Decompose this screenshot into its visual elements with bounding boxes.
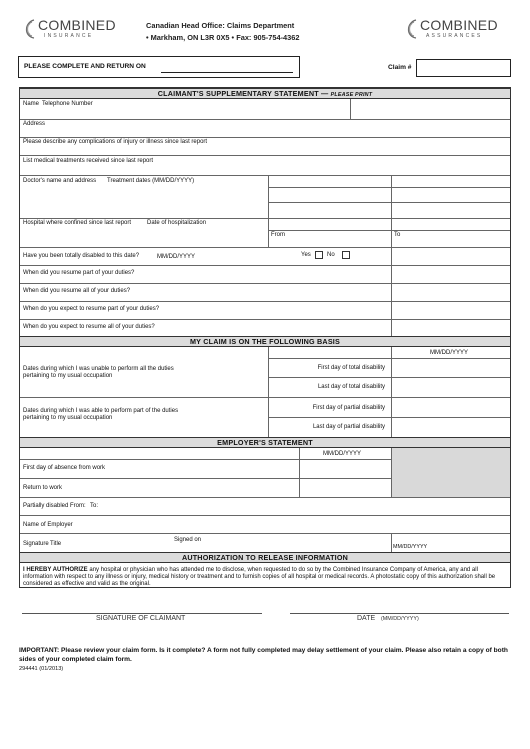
claimant-section-header: [20, 88, 510, 99]
no-checkbox[interactable]: [342, 251, 350, 259]
first-total-label: First day of total disability: [317, 365, 385, 371]
basis-date-header: MM/DD/YYYY: [430, 350, 469, 356]
partially-disabled-label: Partially disabled: [23, 503, 69, 509]
important-lead: IMPORTANT:: [19, 647, 60, 654]
divider: [20, 218, 510, 219]
title-label: Title: [50, 541, 62, 547]
claimant-date-label: DATE: [357, 615, 376, 622]
totally-disabled-label: Have you been totally disabled to this date?: [23, 253, 140, 259]
combined-insurance-logo: [22, 16, 132, 42]
resume-part-date-input[interactable]: [392, 266, 510, 283]
unable-line-1: Dates during which I was unable to perform all the duties: [23, 366, 174, 372]
claimant-date-format: (MM/DD/YYYY): [381, 616, 419, 622]
disabled-date-input[interactable]: [392, 248, 510, 265]
claimant-section-title: CLAIMANT'S SUPPLEMENTARY STATEMENT —: [157, 89, 329, 98]
logo-subtitle: ASSURANCES: [426, 33, 483, 39]
authorization-paragraph: any hospital or physician who has attended me to disclose, when requested to do so by the Combined Insurance Company of America, any and all information with respect to any illness or injury, medical history or treatment and to furnish copies of all hospital or medical records. A photostatic copy of this authorization shall be considered as effective and valid as the original.: [23, 567, 496, 588]
resume-all-date-input[interactable]: [392, 284, 510, 301]
name-label: Name: [23, 101, 40, 107]
last-total-date-input[interactable]: [392, 378, 510, 396]
yes-checkbox[interactable]: [315, 251, 323, 259]
employer-section-title: EMPLOYER'S STATEMENT: [217, 438, 313, 447]
please-print-note: PLEASE PRINT: [330, 92, 373, 98]
no-label: No: [327, 252, 335, 258]
hospital-to-input[interactable]: [392, 231, 510, 247]
treatment-dates-label: Treatment dates (MM/DD/YYYY): [107, 178, 195, 184]
first-absence-date-input[interactable]: [300, 460, 391, 478]
treatments-field[interactable]: [20, 155, 510, 175]
employer-signature-field[interactable]: [20, 534, 391, 552]
combined-assurances-logo: [404, 16, 514, 42]
logo-brand: COMBINED: [420, 17, 498, 33]
authorization-body: [20, 563, 510, 593]
shaded-area: [392, 448, 510, 497]
important-text: Please review your claim form. Is it complete? A form not fully completed may delay settlement of your claim. Please also retain a copy of both sides of your completed claim form.: [19, 647, 508, 663]
complete-return-label: PLEASE COMPLETE AND RETURN ON: [24, 63, 146, 70]
unable-line-2: pertaining to my usual occupation: [23, 373, 113, 379]
partially-from-label: From:: [70, 503, 86, 509]
claim-form: [19, 87, 511, 588]
last-total-label: Last day of total disability: [317, 384, 385, 390]
first-absence-label: First day of absence from work: [23, 465, 106, 471]
signed-on-label: Signed on: [174, 537, 202, 543]
address-label: Address: [23, 121, 46, 127]
date-format-hint: MM/DD/YYYY: [157, 254, 196, 260]
first-total-date-input[interactable]: [392, 359, 510, 377]
divider: [20, 459, 299, 460]
resume-part-label: When did you resume part of your duties?: [23, 270, 135, 276]
expect-all-date-input[interactable]: [392, 320, 510, 336]
employer-date-header: MM/DD/YYYY: [323, 451, 362, 457]
partially-to-label: To:: [90, 503, 99, 509]
employer-name-label: Name of Employer: [23, 522, 73, 528]
authorization-section-header: [20, 552, 510, 563]
authorization-lead: I HEREBY AUTHORIZE: [23, 567, 88, 573]
return-date-input[interactable]: [300, 479, 391, 497]
hospital-from-input[interactable]: [269, 231, 390, 247]
last-partial-date-input[interactable]: [392, 418, 510, 437]
able-line-2: pertaining to my usual occupation: [23, 415, 113, 421]
claimant-signature-line[interactable]: [22, 613, 262, 614]
office-line: Canadian Head Office: Claims Department: [146, 21, 295, 30]
last-partial-label: Last day of partial disability: [312, 424, 385, 430]
address-line: • Markham, ON L3R 0X5 • Fax: 905-754-4362: [146, 33, 300, 42]
basis-section-header: [20, 336, 510, 347]
signature-label: Signature: [23, 541, 49, 547]
divider: [268, 202, 510, 203]
doctor-field[interactable]: [20, 175, 268, 218]
divider: [391, 448, 392, 497]
return-date-input[interactable]: [161, 72, 293, 73]
employer-section-header: [20, 437, 510, 448]
return-to-work-label: Return to work: [23, 485, 63, 491]
logo-subtitle: INSURANCE: [44, 33, 94, 39]
expect-part-date-input[interactable]: [392, 302, 510, 319]
resume-all-label: When did you resume all of your duties?: [23, 288, 131, 294]
authorization-text: [23, 567, 507, 589]
form-code: 294441 (01/2013): [19, 666, 64, 672]
first-partial-label: First day of partial disability: [312, 405, 385, 411]
hospital-label: Hospital where confined since last report: [23, 220, 132, 226]
logo-brand: COMBINED: [38, 17, 116, 33]
divider: [268, 347, 269, 437]
telephone-label: Telephone Number: [42, 101, 93, 107]
complications-label: Please describe any complications of injury or illness since last report: [23, 139, 208, 145]
claim-number-input[interactable]: [416, 59, 511, 77]
treatments-label: List medical treatments received since last report: [23, 158, 154, 164]
treatment-date-from-input[interactable]: [269, 187, 390, 202]
treatment-date-to-input[interactable]: [392, 187, 510, 202]
basis-section-title: MY CLAIM IS ON THE FOLLOWING BASIS: [189, 337, 341, 346]
to-label: To: [394, 232, 401, 238]
claimant-date-line[interactable]: [290, 613, 509, 614]
name-telephone-field[interactable]: [20, 99, 510, 119]
expect-part-label: When do you expect to resume part of your duties?: [23, 306, 160, 312]
authorization-section-title: AUTHORIZATION TO RELEASE INFORMATION: [181, 553, 349, 562]
logo-swirl-icon: [22, 18, 36, 40]
claimant-signature-label: SIGNATURE OF CLAIMANT: [96, 615, 186, 622]
employer-name-field[interactable]: [20, 516, 510, 533]
logo-swirl-icon: [404, 18, 418, 40]
claim-number-label: Claim #: [388, 64, 412, 71]
partially-disabled-field[interactable]: [20, 498, 510, 515]
signed-date-input[interactable]: [392, 534, 510, 552]
from-label: From: [271, 232, 285, 238]
expect-all-label: When do you expect to resume all of your duties?: [23, 324, 155, 330]
complications-field[interactable]: [20, 137, 510, 155]
address-field[interactable]: [20, 119, 510, 137]
able-line-1: Dates during which I was able to perform part of the duties: [23, 408, 179, 414]
return-date-box: [18, 56, 300, 78]
yes-label: Yes: [301, 252, 311, 258]
hospitalization-date-label: Date of hospitalization: [147, 220, 207, 226]
signed-date-format: MM/DD/YYYY: [393, 544, 428, 550]
first-partial-date-input[interactable]: [392, 398, 510, 417]
important-note: [19, 646, 511, 664]
doctor-label: Doctor's name and address: [23, 178, 97, 184]
